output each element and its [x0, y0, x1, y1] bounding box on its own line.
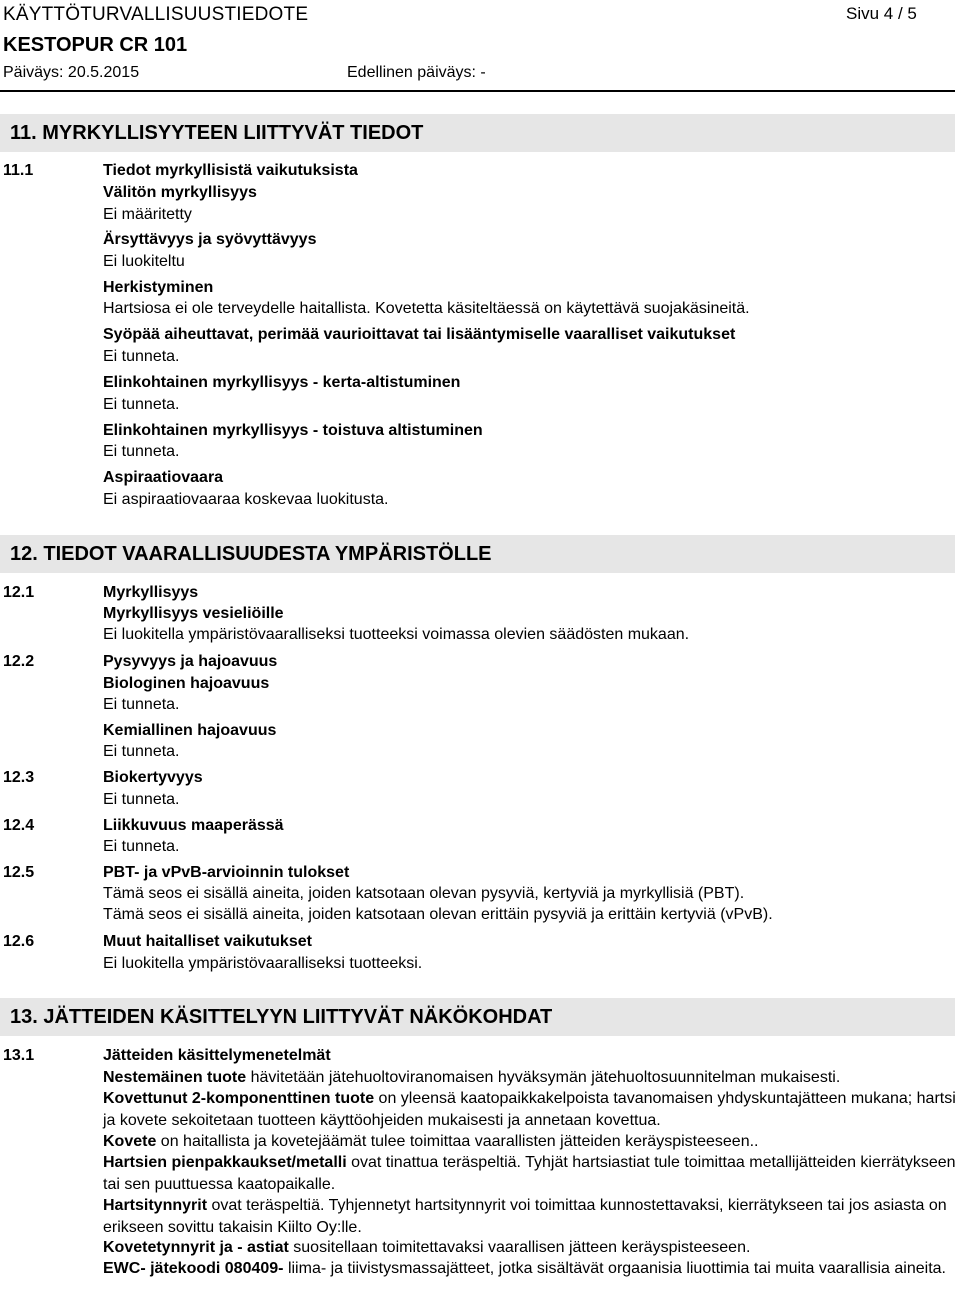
item-value: Ei luokitella ympäristövaaralliseksi tuotteeksi voimassa olevien säädösten mukaan.: [103, 626, 690, 643]
item-value: Ei tunneta.: [103, 791, 180, 808]
paragraph-text: suositellaan toimitettavaksi vaarallisen jätteen keräyspisteeseen.: [288, 1239, 751, 1256]
disposal-paragraph: [103, 1131, 958, 1153]
item-label: Ärsyttävyys ja syövyttävyys: [103, 231, 317, 248]
paragraph-text: ovat tinattua teräspeltiä. Tyhjät hartsiastiat tule toimittaa metallijätteiden kierrätykseen tai sen puuttuessa kaatopaikalle.: [103, 1154, 956, 1193]
header-divider: [0, 90, 955, 92]
disposal-paragraph: [103, 1152, 958, 1195]
paragraph-text: ovat teräspeltiä. Tyhjennetyt hartsitynnyrit voi toimittaa kunnostettavaksi, kierrätykseen tai jos asiasta on erikseen sovittu takaisin Kiilto Oy:lle.: [103, 1197, 947, 1236]
previous-date: Edellinen päiväys: -: [347, 64, 486, 81]
item-value: Ei tunneta.: [103, 838, 180, 855]
subsection-number: 12.2: [3, 653, 35, 670]
item-value: Hartsiosa ei ole terveydelle haitallista. Kovetetta käsiteltäessä on käytettävä suojakäsineitä.: [103, 300, 750, 317]
disposal-paragraph: [103, 1237, 958, 1259]
paragraph-lead: Nestemäinen tuote: [103, 1069, 247, 1086]
paragraph-text: on yleensä kaatopaikkakelpoista tavanomaisen yhdyskuntajätteen mukana; hartsi ja kovete sekoitetaan tuotteen käyttöohjeiden mukaisesti ja annetaan kovettua.: [103, 1090, 956, 1129]
item-value: Tämä seos ei sisällä aineita, joiden katsotaan olevan erittäin pysyviä ja erittäin kertyviä (vPvB).: [103, 906, 773, 923]
disposal-paragraph: [103, 1088, 958, 1131]
subsection-number: 12.5: [3, 864, 35, 881]
item-value: Ei määritetty: [103, 206, 192, 223]
page-number: Sivu 4 / 5: [846, 4, 917, 23]
item-value: Tämä seos ei sisällä aineita, joiden katsotaan olevan pysyviä, kertyviä ja myrkyllisiä (PBT).: [103, 885, 745, 902]
paragraph-lead: Kovete: [103, 1133, 157, 1150]
subsection-heading: PBT- ja vPvB-arvioinnin tulokset: [103, 864, 350, 881]
paragraph-text: liima- ja tiivistysmassajätteet, jotka sisältävät orgaanisia liuottimia tai muita vaarallisia aineita.: [283, 1260, 946, 1277]
paragraph-text: hävitetään jätehuoltoviranomaisen hyväksymän jätehuoltosuunnitelman mukaisesti.: [246, 1069, 841, 1086]
disposal-paragraph: [103, 1067, 958, 1089]
subsection-heading: Pysyvyys ja hajoavuus: [103, 653, 278, 670]
item-label: Kemiallinen hajoavuus: [103, 722, 277, 739]
item-value: Ei tunneta.: [103, 443, 180, 460]
document-type: KÄYTTÖTURVALLISUUSTIEDOTE: [3, 4, 309, 25]
subsection-heading: Muut haitalliset vaikutukset: [103, 933, 312, 950]
section-13-title: 13. JÄTTEIDEN KÄSITTELYYN LIITTYVÄT NÄKÖKOHDAT: [0, 998, 955, 1036]
item-value: Ei tunneta.: [103, 396, 180, 413]
paragraph-lead: Hartsitynnyrit: [103, 1197, 208, 1214]
subsection-number: 12.3: [3, 769, 35, 786]
subsection-heading: Jätteiden käsittelymenetelmät: [103, 1047, 331, 1064]
subsection-number: 13.1: [3, 1047, 35, 1064]
paragraph-lead: Kovettunut 2-komponenttinen tuote: [103, 1090, 375, 1107]
document-date: Päiväys: 20.5.2015: [3, 64, 140, 81]
subsection-number: 12.1: [3, 584, 35, 601]
section-12-title: 12. TIEDOT VAARALLISUUDESTA YMPÄRISTÖLLE: [0, 535, 955, 573]
item-value: Ei tunneta.: [103, 348, 180, 365]
item-value: Ei tunneta.: [103, 696, 180, 713]
subsection-heading: Liikkuvuus maaperässä: [103, 817, 284, 834]
subsection-heading: Myrkyllisyys: [103, 584, 199, 601]
item-value: Ei aspiraatiovaaraa koskevaa luokitusta.: [103, 491, 389, 508]
disposal-paragraph: [103, 1258, 958, 1280]
item-value: Ei tunneta.: [103, 743, 180, 760]
paragraph-lead: EWC- jätekoodi 080409-: [103, 1260, 284, 1277]
item-label: Aspiraatiovaara: [103, 469, 224, 486]
item-label: Elinkohtainen myrkyllisyys - toistuva altistuminen: [103, 422, 483, 439]
product-name: KESTOPUR CR 101: [3, 34, 188, 56]
item-label: Herkistyminen: [103, 279, 214, 296]
item-label: Elinkohtainen myrkyllisyys - kerta-altistuminen: [103, 374, 461, 391]
item-label: Myrkyllisyys vesieliöille: [103, 605, 284, 622]
subsection-heading: Biokertyvyys: [103, 769, 203, 786]
item-label: Syöpää aiheuttavat, perimää vaurioittavat tai lisääntymiselle vaaralliset vaikutukset: [103, 326, 736, 343]
paragraph-lead: Hartsien pienpakkaukset/metalli: [103, 1154, 347, 1171]
paragraph-text: on haitallista ja kovetejäämät tulee toimittaa vaarallisten jätteiden keräyspisteeseen..: [156, 1133, 759, 1150]
disposal-paragraph: [103, 1195, 958, 1238]
subsection-number: 12.6: [3, 933, 35, 950]
item-value: Ei luokitella ympäristövaaralliseksi tuotteeksi.: [103, 955, 423, 972]
subsection-number: 12.4: [3, 817, 35, 834]
item-label: Välitön myrkyllisyys: [103, 184, 257, 201]
subsection-11-1-heading: Tiedot myrkyllisistä vaikutuksista: [103, 162, 358, 179]
item-value: Ei luokiteltu: [103, 253, 185, 270]
section-11-title: 11. MYRKYLLISYYTEEN LIITTYVÄT TIEDOT: [0, 114, 955, 152]
subsection-11-1-number: 11.1: [3, 162, 34, 179]
paragraph-lead: Kovetetynnyrit ja - astiat: [103, 1239, 289, 1256]
item-label: Biologinen hajoavuus: [103, 675, 270, 692]
